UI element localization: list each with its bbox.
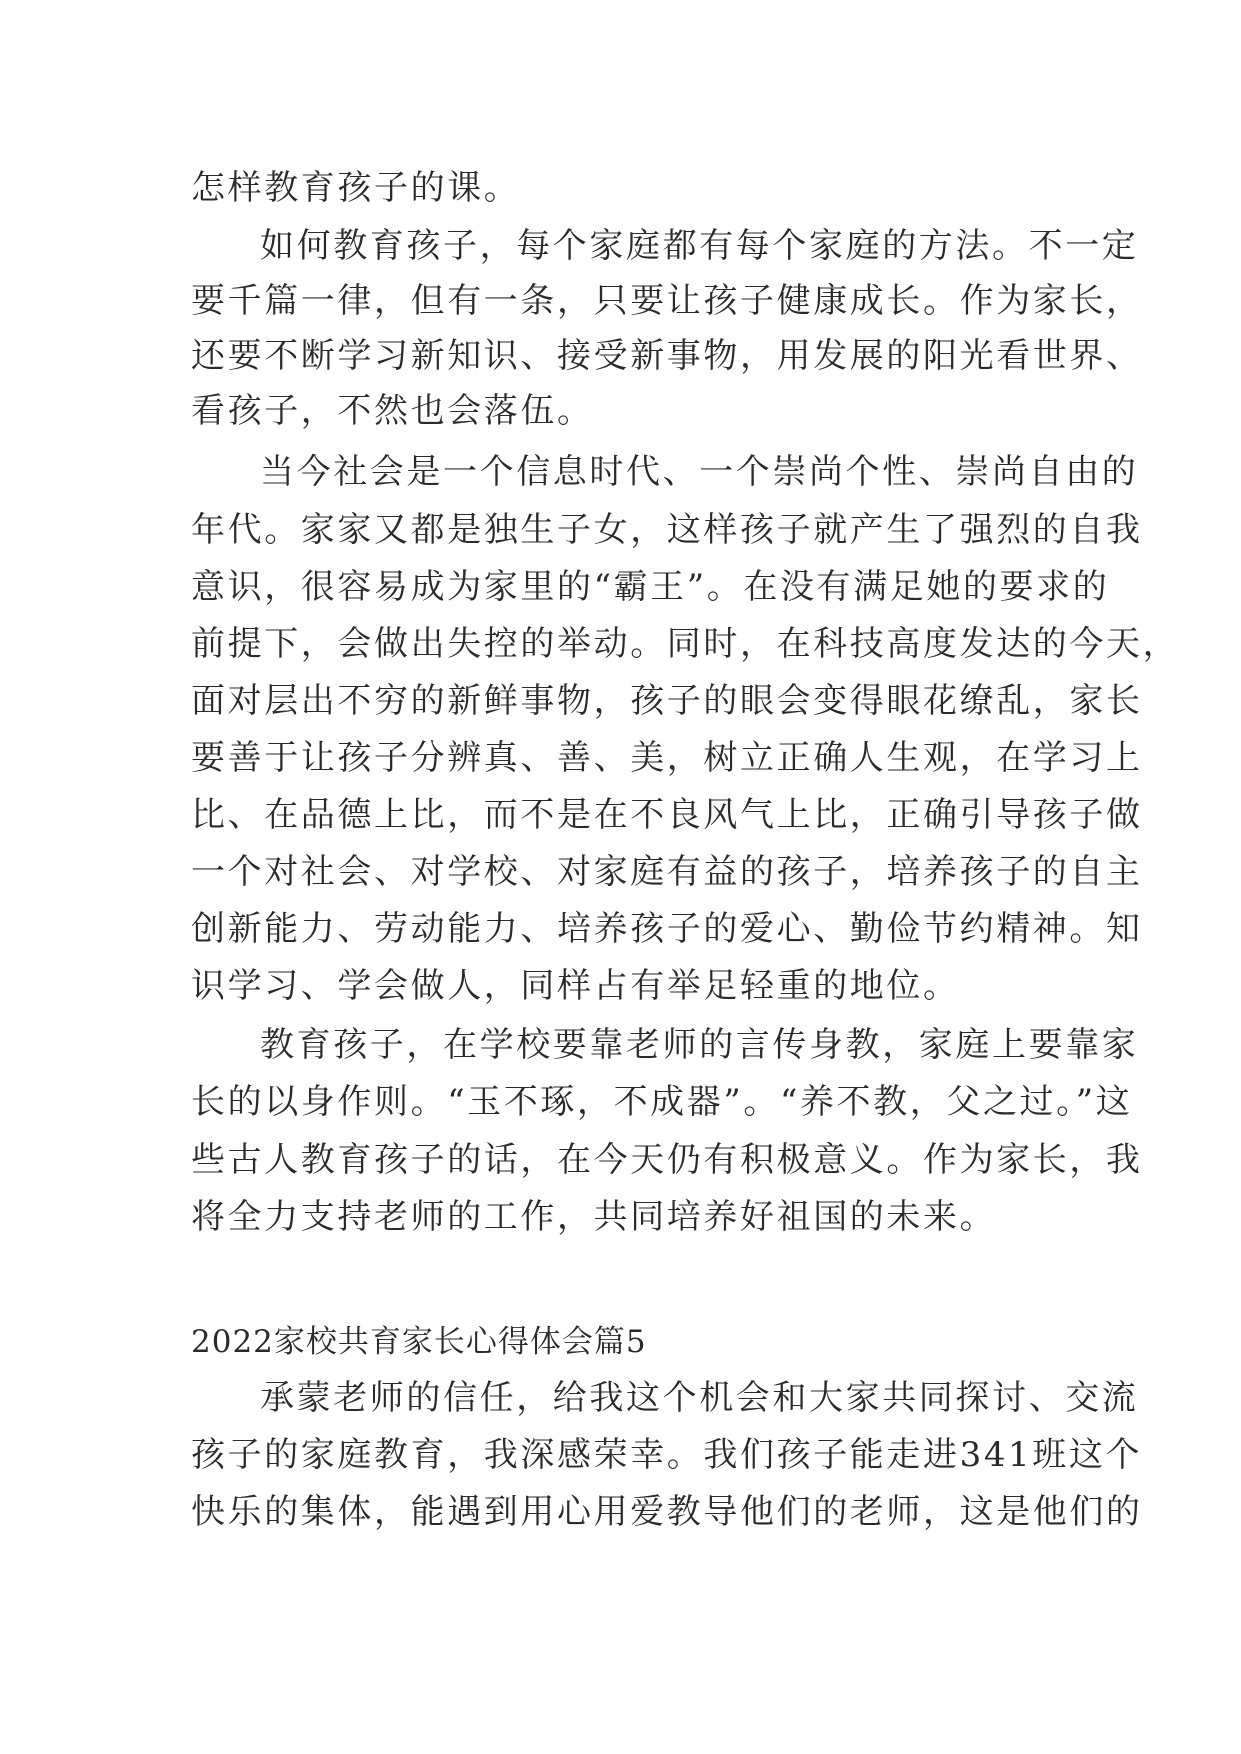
body-text-line: 孩子的家庭教育，我深感荣幸。我们孩子能走进341班这个 (191, 1435, 1143, 1475)
body-text-line: 些古人教育孩子的话，在今天仍有积极意义。作为家长，我 (191, 1140, 1143, 1180)
body-text-line: 将全力支持老师的工作，共同培养好祖国的未来。 (191, 1197, 997, 1237)
body-text-line: 怎样教育孩子的课。 (191, 168, 521, 208)
body-text-line: 还要不断学习新知识、接受新事物，用发展的阳光看世界、 (191, 336, 1143, 376)
paragraph-first-line: 教育孩子，在学校要靠老师的言传身教，家庭上要靠家 (260, 1025, 1139, 1065)
body-text-line: 面对层出不穷的新鲜事物，孩子的眼会变得眼花缭乱，家长 (191, 681, 1143, 721)
body-text-line: 前提下，会做出失控的举动。同时，在科技高度发达的今天， (191, 624, 1180, 664)
body-text-line: 创新能力、劳动能力、培养孩子的爱心、勤俭节约精神。知 (191, 909, 1143, 949)
paragraph-first-line: 当今社会是一个信息时代、一个崇尚个性、崇尚自由的 (260, 452, 1139, 492)
body-text-line: 快乐的集体，能遇到用心用爱教导他们的老师，这是他们的 (191, 1492, 1143, 1532)
body-text-line: 长的以身作则。“玉不琢，不成器”。“养不教，父之过。”这 (191, 1082, 1133, 1122)
paragraph-first-line: 承蒙老师的信任，给我这个机会和大家共同探讨、交流 (260, 1378, 1139, 1418)
paragraph-first-line: 如何教育孩子，每个家庭都有每个家庭的方法。不一定 (260, 226, 1139, 266)
section-heading: 2022家校共育家长心得体会篇5 (191, 1324, 647, 1360)
body-text-line: 意识，很容易成为家里的“霸王”。在没有满足她的要求的 (191, 567, 1110, 607)
body-text-line: 要千篇一律，但有一条，只要让孩子健康成长。作为家长， (191, 281, 1143, 321)
body-text-line: 识学习、学会做人，同样占有举足轻重的地位。 (191, 966, 960, 1006)
body-text-line: 要善于让孩子分辨真、善、美，树立正确人生观，在学习上 (191, 738, 1143, 778)
body-text-line: 年代。家家又都是独生子女，这样孩子就产生了强烈的自我 (191, 510, 1143, 550)
body-text-line: 比、在品德上比，而不是在不良风气上比，正确引导孩子做 (191, 795, 1143, 835)
body-text-line: 一个对社会、对学校、对家庭有益的孩子，培养孩子的自主 (191, 852, 1143, 892)
body-text-line: 看孩子，不然也会落伍。 (191, 391, 594, 431)
